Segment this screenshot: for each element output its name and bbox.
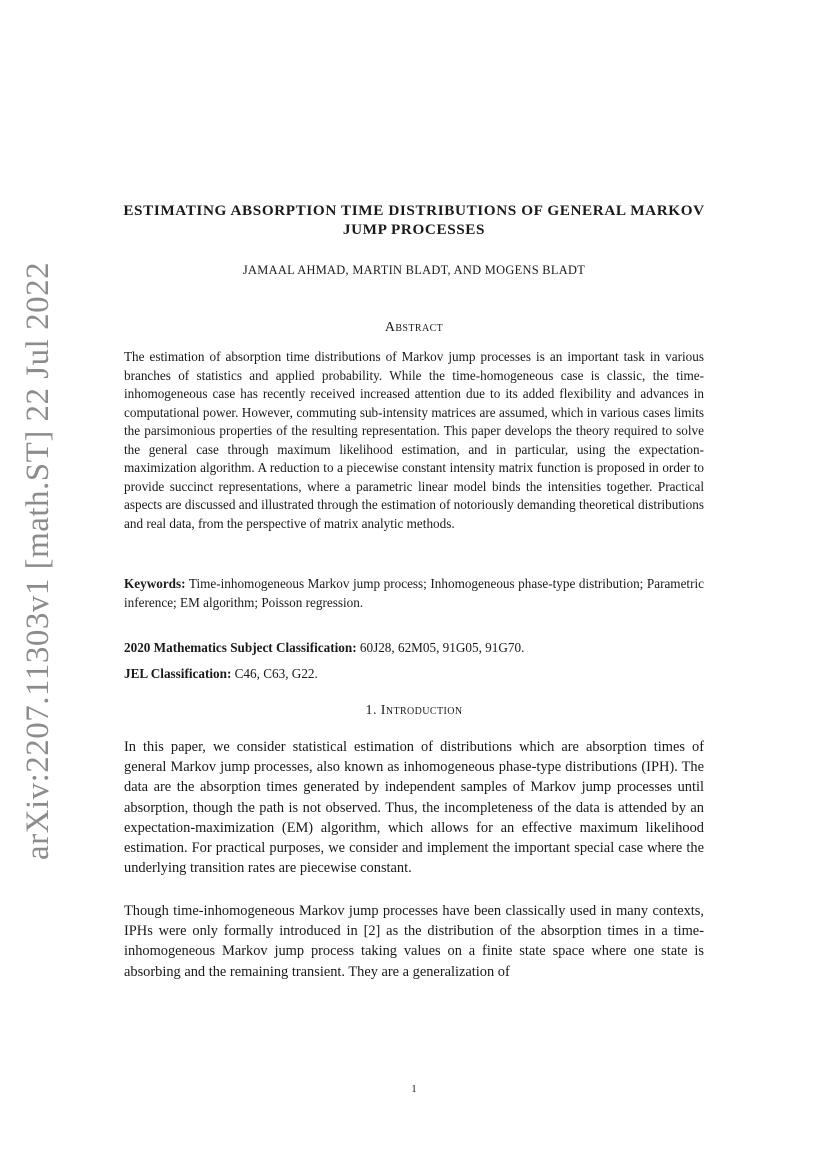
paper-title: ESTIMATING ABSORPTION TIME DISTRIBUTIONS OF GENERAL MARKOV JUMP PROCESSES [123, 202, 705, 238]
paper-authors: JAMAAL AHMAD, MARTIN BLADT, AND MOGENS BLADT [242, 263, 586, 277]
body-paragraph: Though time-inhomogeneous Markov jump processes have been classically used in many contexts, IPHs were only formally introduced in [2] as the distribution of the absorption times in a time-inhomogeneous Markov jump process taking values on a finite state space where one state is absorbing and the remaining transient. They are a generalization of [124, 903, 704, 980]
keywords-block [124, 575, 704, 612]
keywords-text: Time-inhomogeneous Markov jump process; Inhomogeneous phase-type distribution; Parametric inference; EM algorithm; Poisson regression. [124, 576, 704, 610]
jel-label: JEL Classification: [124, 666, 232, 681]
jel-classification [124, 665, 704, 684]
msc-classification [124, 639, 704, 658]
section-title: Introduction [380, 703, 463, 718]
page-number: 1 [411, 1083, 417, 1095]
section-number: 1. [365, 703, 377, 718]
arxiv-identifier: arXiv:2207.11303v1 [math.ST] 22 Jul 2022 [20, 261, 56, 860]
jel-codes: C46, C63, G22. [234, 666, 318, 681]
section-heading [110, 703, 718, 719]
msc-codes: 60J28, 62M05, 91G05, 91G70. [359, 640, 525, 655]
body-paragraph: In this paper, we consider statistical estimation of distributions which are absorption times of general Markov jump processes, also known as inhomogeneous phase-type distributions (IPH). The data are the absorption times generated by independent samples of Markov jump processes until absorption, though the path is not observed. Thus, the incompleteness of the data is attended by an expectation-maximization (EM) algorithm, which allows for an effective maximum likelihood estimation. For practical purposes, we consider and implement the important special case where the underlying transition rates are piecewise constant. [124, 739, 704, 877]
msc-label: 2020 Mathematics Subject Classification: [124, 640, 357, 655]
keywords-label: Keywords: [124, 576, 186, 591]
abstract-text: The estimation of absorption time distributions of Markov jump processes is an important task in various branches of statistics and applied probability. While the time-homogeneous case is classic, the time-inhomogeneous case has recently received increased attention due to its added flexibility and advances in computational power. However, commuting sub-intensity matrices are assumed, which in various cases limits the parsimonious properties of the resulting representation. This paper develops the theory required to solve the general case through maximum likelihood estimation, and in particular, using the expectation-maximization algorithm. A reduction to a piecewise constant intensity matrix function is proposed in order to provide succinct representations, where a parametric linear model binds the intensities together. Practical aspects are discussed and illustrated through the estimation of notoriously demanding theoretical distributions and real data, from the perspective of matrix analytic methods. [124, 349, 704, 531]
abstract-heading: Abstract [384, 320, 444, 335]
